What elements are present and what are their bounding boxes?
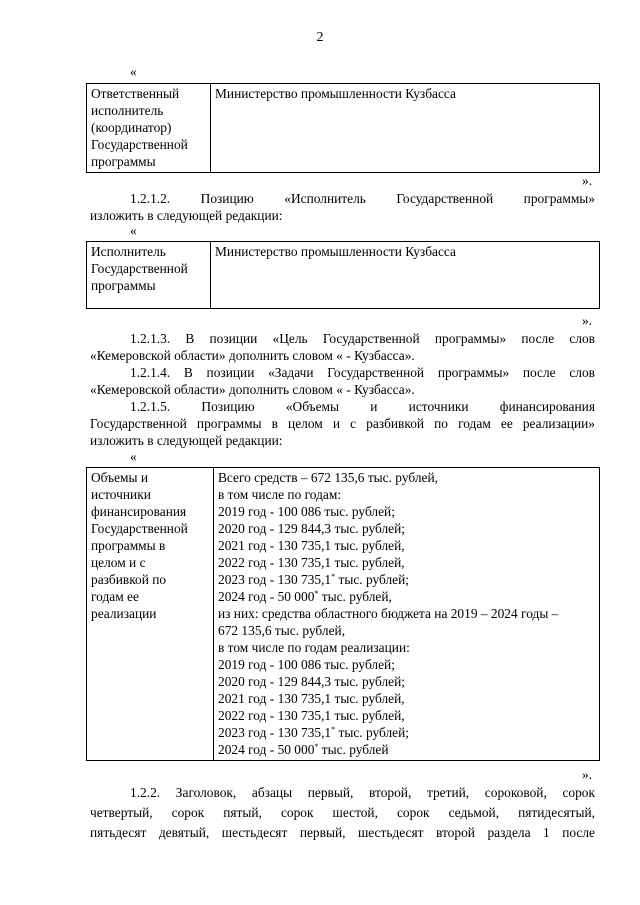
position-table-responsible bbox=[86, 83, 600, 173]
year-row: 2021 год - 130 735,1 тыс. рублей, bbox=[218, 538, 405, 553]
footnote-star: * bbox=[314, 742, 319, 751]
year-row: 2023 год - 130 735,1* тыс. рублей; bbox=[218, 725, 410, 740]
year-row: 2024 год - 50 000* тыс. рублей, bbox=[218, 589, 392, 604]
year-row: 2021 год - 130 735,1 тыс. рублей, bbox=[218, 691, 405, 706]
by-years-heading: в том числе по годам: bbox=[218, 487, 342, 502]
open-quote-3: « bbox=[130, 449, 137, 464]
position-value: Министерство промышленности Кузбасса bbox=[211, 84, 600, 173]
year-row: 2019 год - 100 086 тыс. рублей; bbox=[218, 504, 395, 519]
year-row: 2022 год - 130 735,1 тыс. рублей, bbox=[218, 555, 405, 570]
by-years-impl-heading: в том числе по годам реализации: bbox=[218, 640, 410, 655]
position-value: Министерство промышленности Кузбасса bbox=[211, 242, 600, 309]
position-label: Ответственный исполнитель (координатор) Государственной программы bbox=[87, 84, 211, 173]
footnote-star: * bbox=[331, 572, 336, 581]
regional-budget-total: 672 135,6 тыс. рублей, bbox=[218, 623, 346, 638]
open-quote-1: « bbox=[130, 64, 137, 79]
funding-value bbox=[214, 468, 600, 761]
close-quote-3: ». bbox=[582, 767, 593, 782]
paragraph-1-2-1-3: 1.2.1.3. В позиции «Цель Государственной программы» после слов «Кемеровской области» дополнить словом « - Кузбасса». bbox=[90, 331, 595, 363]
year-row: 2019 год - 100 086 тыс. рублей; bbox=[218, 657, 395, 672]
regional-budget-line: из них: средства областного бюджета на 2019 – 2024 годы – bbox=[218, 606, 559, 621]
paragraph-1-2-2: 1.2.2. Заголовок, абзацы первый, второй, третий, сороковой, сорок четвертый, сорок пятый, сорок шестой, сорок седьмой, пятидесятый, пятьдесят девятый, шестьдесят первый, шестьдесят второй раздела 1 после bbox=[90, 785, 595, 840]
paragraph-1-2-1-2: 1.2.1.2. Позицию «Исполнитель Государственной программы» изложить в следующей редакции: bbox=[90, 191, 595, 223]
position-label: Объемы и источники финансирования Государственной программы в целом и с разбивкой по годам ее реализации bbox=[87, 468, 214, 761]
page-number: 2 bbox=[316, 30, 324, 45]
year-row: 2023 год - 130 735,1* тыс. рублей; bbox=[218, 572, 410, 587]
total-funding: Всего средств – 672 135,6 тыс. рублей, bbox=[218, 470, 438, 485]
position-table-funding bbox=[86, 467, 600, 761]
footnote-star: * bbox=[331, 725, 336, 734]
paragraph-1-2-1-5: 1.2.1.5. Позицию «Объемы и источники финансирования Государственной программы в целом и с разбивкой по годам ее реализации» изложить в следующей редакции: bbox=[90, 399, 595, 448]
position-table-executor bbox=[86, 241, 600, 309]
close-quote-2: ». bbox=[582, 313, 593, 328]
year-row: 2024 год - 50 000* тыс. рублей bbox=[218, 742, 389, 757]
year-row: 2022 год - 130 735,1 тыс. рублей, bbox=[218, 708, 405, 723]
footnote-star: * bbox=[314, 589, 319, 598]
year-row: 2020 год - 129 844,3 тыс. рублей; bbox=[218, 521, 405, 536]
paragraph-1-2-1-4: 1.2.1.4. В позиции «Задачи Государственной программы» после слов «Кемеровской области» дополнить словом « - Кузбасса». bbox=[90, 365, 595, 397]
year-row: 2020 год - 129 844,3 тыс. рублей; bbox=[218, 674, 405, 689]
open-quote-2: « bbox=[130, 223, 137, 238]
close-quote-1: ». bbox=[582, 173, 593, 188]
position-label: Исполнитель Государственной программы bbox=[87, 242, 211, 309]
